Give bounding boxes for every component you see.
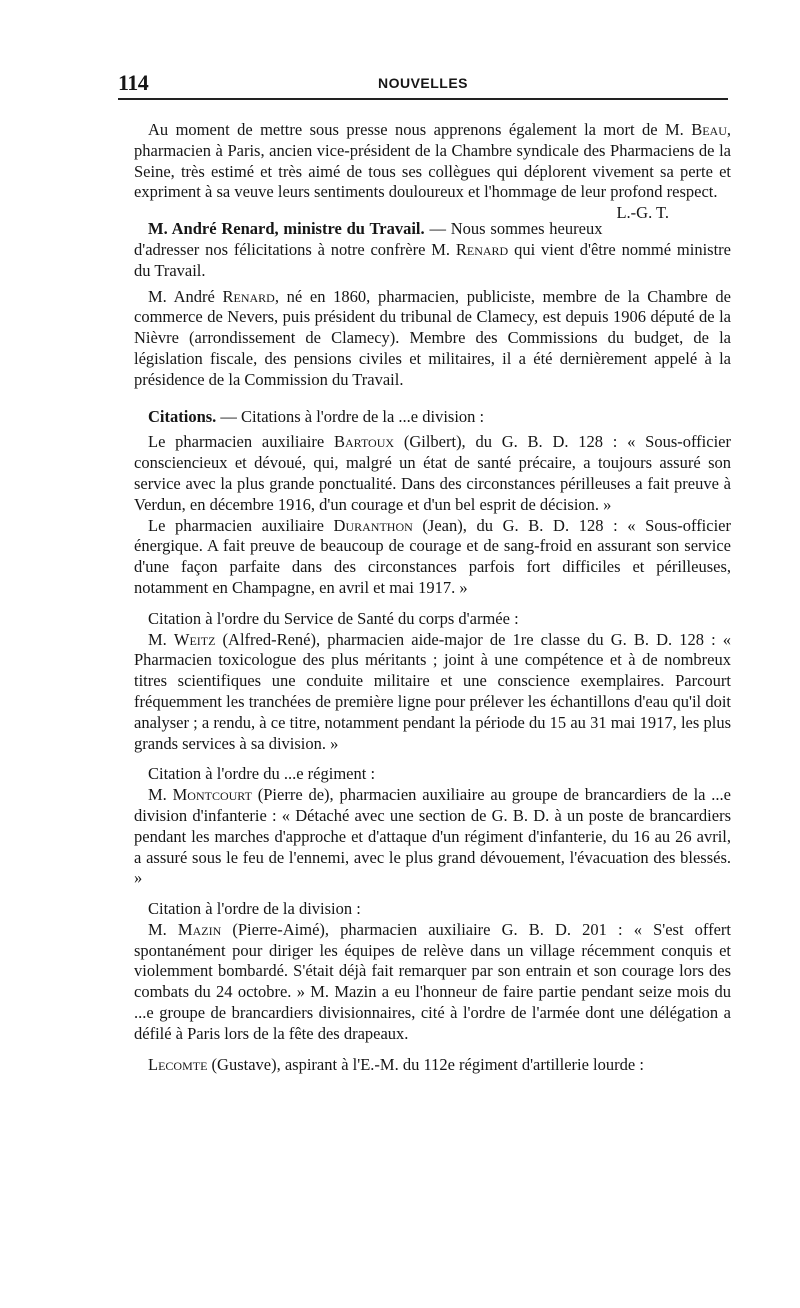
- person-name: Lecomte: [148, 1054, 208, 1074]
- person-name: Duranthon: [333, 515, 413, 535]
- person-name: Montcourt: [172, 785, 252, 805]
- citation-weitz: M. Weitz (Alfred-René), pharmacien aide-major de 1re classe du G. B. D. 128 : « Pharmacien toxicologue des plus méritants ; joint à une compétence et à de nombreux titres scientifiques une conduite militaire et une conscience exemplaires. Parcourt fréquemment les tranchées de première ligne pour prélever les échantillons d'eau qu'il doit analyser ; a rendu, à ce titre, notamment pendant la période du 15 au 31 mai 1917, les plus grands services à sa division. »: [134, 629, 731, 753]
- citation-duranthon: Le pharmacien auxiliaire Duranthon (Jean), du G. B. D. 128 : « Sous-officier énergique. A fait preuve de beaucoup de courage et de sang-froid en assurant son service d'une façon parfaite dans des circonstances parfois fort difficiles et périlleuses, notamment en Champagne, en avril et mai 1917. »: [134, 515, 731, 597]
- citation-montcourt: M. Montcourt (Pierre de), pharmacien auxiliaire au groupe de brancardiers de la ...e division d'infanterie : « Détaché avec une section de G. B. D. à un poste de brancardiers pendant les marches d'approche et d'attaque d'un régiment d'infanterie, du 16 au 26 avril, a assuré sous le feu de l'ennemi, avec le plus grand dévouement, l'évacuation des blessés. »: [134, 785, 731, 888]
- person-name: Beau: [691, 120, 727, 139]
- person-name: Renard: [222, 286, 275, 306]
- page-header: [118, 70, 728, 104]
- citation-lecomte: Lecomte (Gustave), aspirant à l'E.-M. du 112e régiment d'artillerie lourde :: [148, 1054, 644, 1074]
- person-name: Mazin: [177, 919, 222, 939]
- citation-sante-intro: Citation à l'ordre du Service de Santé du corps d'armée :: [148, 608, 519, 628]
- paragraph-renard: M. André Renard, ministre du Travail. — Nous sommes heureux d'adresser nos félicitations à notre confrère M. Renard qui vient d'être nommé ministre du Travail.: [134, 219, 731, 280]
- page-body: [134, 120, 731, 1075]
- paragraph-beau: Au moment de mettre sous presse nous apprenons également la mort de M. Beau, pharmacien à Paris, ancien vice-président de la Chambre syndicale des Pharmaciens de la Seine, très estimé et très aimé de tous ses collègues qui déplorent vivement sa perte et expriment à sa veuve leurs sentiments douloureux et l'hommage de leur profond respect. L.-G. T.: [134, 120, 731, 223]
- page-number: 114: [118, 70, 149, 95]
- section-heading: Citations.: [148, 406, 217, 426]
- person-name: Bartoux: [333, 432, 395, 452]
- running-title: NOUVELLES: [377, 75, 469, 91]
- paragraph-citations-heading: Citations. — Citations à l'ordre de la ...e division :: [148, 406, 485, 426]
- citation-division-intro: Citation à l'ordre de la division :: [148, 899, 361, 919]
- signature: L.-G. T.: [616, 203, 669, 223]
- person-name: Renard: [455, 239, 509, 259]
- citation-mazin: M. Mazin (Pierre-Aimé), pharmacien auxiliaire G. B. D. 201 : « S'est offert spontanément pour diriger les équipes de relève dans un village récemment conquis et violemment bombardé. S'était déjà fait remarquer par son entrain et son courage lors des combats du 24 octobre. » M. Mazin a eu l'honneur de faire partie pendant seize mois du ...e groupe de brancardiers divisionnaires, cité à l'ordre de l'armée dont une délégation a défilé à Paris lors de la fête des drapeaux.: [134, 919, 731, 1043]
- person-name: Weitz: [173, 629, 216, 649]
- citation-regiment-intro: Citation à l'ordre du ...e régiment :: [148, 764, 376, 784]
- citation-bartoux: Le pharmacien auxiliaire Bartoux (Gilbert), du G. B. D. 128 : « Sous-officier consciencieux et dévoué, qui, malgré un état de santé précaire, a toujours assuré son service avec la plus grande ponctualité. Dans des circonstances périlleuses a fait preuve à Verdun, en décembre 1916, d'un courage et d'un bel esprit de décision. »: [134, 432, 731, 514]
- header-rule: [118, 98, 728, 100]
- paragraph-renard-bio: M. André Renard, né en 1860, pharmacien, publiciste, membre de la Chambre de commerce de Nevers, puis président du tribunal de Clamecy, est depuis 1906 député de la Nièvre (arrondissement de Clamecy). Membre des Commissions du budget, de la législation fiscale, des pensions civiles et militaires, il a été dernièrement appelé à la présidence de la Commission du Travail.: [134, 286, 731, 389]
- section-heading: M. André Renard, ministre du Travail.: [148, 219, 425, 239]
